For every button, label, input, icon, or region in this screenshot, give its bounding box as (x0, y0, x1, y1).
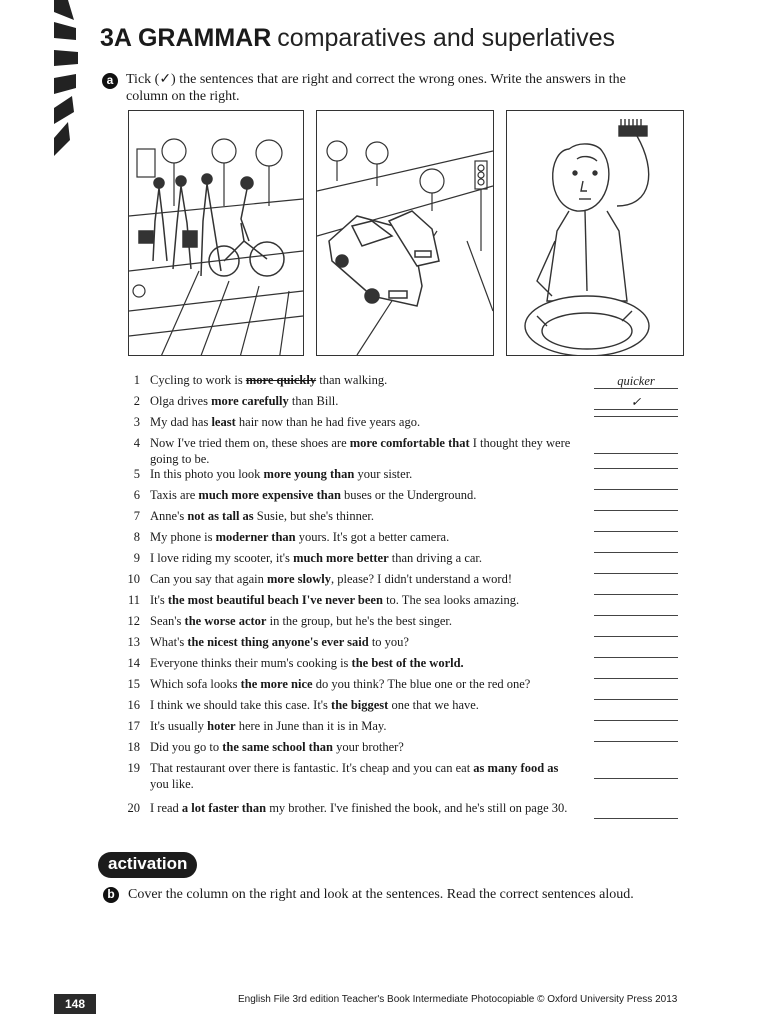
decorative-stripes (50, 0, 82, 170)
exercise-a-instruction: Tick (✓) the sentences that are right and correct the wrong ones. Write the answers in the column on the right. (126, 72, 626, 104)
sentence-row (118, 372, 655, 388)
sentence-fragment: Anne's (150, 509, 188, 523)
highlighted-phrase: the most beautiful beach I've never been (167, 593, 383, 607)
sentence-fragment: one that we have. (388, 698, 479, 712)
sentence-number: 18 (127, 740, 140, 754)
answer-field[interactable] (594, 510, 678, 511)
sentence-text (150, 487, 580, 503)
sentence-fragment: do you think? The blue one or the red one? (312, 677, 531, 691)
highlighted-phrase: the worse actor (184, 614, 267, 628)
sentence-fragment: Olga drives (150, 394, 212, 408)
sentence-fragment: than driving a car. (388, 551, 483, 565)
sentence-row (118, 435, 580, 467)
sentence-number: 3 (133, 415, 140, 429)
answer-field[interactable] (594, 552, 678, 553)
sentence-number: 16 (127, 698, 140, 712)
sentence-fragment: your sister. (354, 467, 413, 481)
sentence-text (150, 634, 580, 650)
sentence-fragment: Taxis are (150, 488, 199, 502)
sentence-fragment: Sean's (150, 614, 185, 628)
sentence-number: 7 (133, 509, 140, 523)
activation-heading: activation (98, 852, 197, 878)
answer-field[interactable] (594, 657, 678, 658)
highlighted-phrase: least (211, 415, 236, 429)
sentence-text (150, 592, 580, 608)
sentence-text (150, 550, 580, 566)
answer-field[interactable] (594, 416, 678, 417)
exercise-a-badge: a (102, 73, 118, 89)
answer-field[interactable] (594, 818, 678, 819)
sentence-fragment: It's usually (150, 719, 208, 733)
sentence-row (118, 550, 580, 566)
sentence-fragment: It's (150, 593, 168, 607)
footer-credit: English File 3rd edition Teacher's Book Intermediate Photocopiable © Oxford University Press 2013 (238, 994, 678, 1005)
sentence-row (118, 697, 580, 713)
page-number: 148 (54, 994, 96, 1014)
sentence-number: 17 (127, 719, 140, 733)
sentence-fragment: Which sofa looks (150, 677, 241, 691)
sentence-fragment: hair now than he had five years ago. (235, 415, 421, 429)
sentence-text (150, 718, 580, 734)
sentence-fragment: than Bill. (288, 394, 339, 408)
sentence-row (118, 676, 580, 692)
sentence-text (150, 529, 580, 545)
highlighted-phrase: more carefully (211, 394, 289, 408)
sentence-text (150, 372, 580, 388)
sentence-text (150, 571, 580, 587)
sentence-row (118, 800, 580, 816)
highlighted-phrase: more quickly (245, 373, 317, 387)
sentence-fragment: than walking. (316, 373, 388, 387)
highlighted-phrase: the same school than (222, 740, 334, 754)
highlighted-phrase: not as tall as (187, 509, 254, 523)
highlighted-phrase: moderner than (215, 530, 296, 544)
sentence-text (150, 760, 580, 792)
highlighted-phrase: the nicest thing anyone's ever said (187, 635, 369, 649)
sentence-row (118, 634, 580, 650)
sentence-text (150, 800, 580, 816)
sentence-fragment: What's (150, 635, 188, 649)
sentence-fragment: to. The sea looks amazing. (382, 593, 520, 607)
highlighted-phrase: more slowly (267, 572, 331, 586)
highlighted-phrase: more comfortable that (349, 436, 470, 450)
answer-field[interactable] (594, 594, 678, 595)
sentence-number: 19 (127, 761, 140, 775)
answer-field[interactable] (594, 489, 678, 490)
answer-field[interactable] (594, 699, 678, 700)
illustration-commuters (128, 110, 304, 356)
sentence-number: 12 (127, 614, 140, 628)
sentence-number: 14 (127, 656, 140, 670)
sentence-number: 1 (133, 373, 140, 387)
section-tag: GRAMMAR (137, 24, 272, 52)
sentence-fragment: In this photo you look (150, 467, 264, 481)
illustration-cars (316, 110, 494, 356)
sentence-fragment: I thought they were going to be. (150, 436, 571, 466)
sentence-number: 5 (133, 467, 140, 481)
sentence-number: 10 (127, 572, 140, 586)
sentence-fragment: to you? (368, 635, 409, 649)
answer-field[interactable]: ✓ (594, 395, 678, 410)
sentence-row (118, 393, 642, 409)
sentence-row (118, 508, 580, 524)
sentence-fragment: Now I've tried them on, these shoes are (150, 436, 350, 450)
hairbrush-icon (619, 119, 647, 136)
highlighted-phrase: the more nice (240, 677, 313, 691)
sentence-fragment: My phone is (150, 530, 216, 544)
answer-field[interactable] (594, 453, 678, 454)
traffic-light-icon (475, 161, 487, 251)
highlighted-phrase: much more expensive than (198, 488, 341, 502)
sentence-text (150, 466, 580, 482)
answer-field[interactable] (594, 573, 678, 574)
sentence-fragment: Did you go to (150, 740, 223, 754)
answer-field[interactable] (594, 636, 678, 637)
answer-field[interactable] (594, 468, 678, 469)
sentence-fragment: Everyone thinks their mum's cooking is (150, 656, 352, 670)
sentence-row (118, 487, 580, 503)
highlighted-phrase: a lot faster than (181, 801, 267, 815)
sentence-row (118, 760, 580, 792)
sentence-fragment: buses or the Underground. (340, 488, 477, 502)
exercise-b-instruction: Cover the column on the right and look at the sentences. Read the correct sentences aloud. (128, 887, 634, 902)
sentence-text (150, 655, 580, 671)
illustration-man-brushing-hair (506, 110, 684, 356)
highlighted-phrase: the best of the world. (351, 656, 464, 670)
unit-code: 3A (100, 24, 132, 52)
sentence-row (118, 529, 580, 545)
answer-field[interactable] (594, 678, 678, 679)
highlighted-phrase: much more better (293, 551, 389, 565)
sentence-fragment: you like. (150, 777, 194, 791)
sentence-row (118, 739, 580, 755)
sentence-fragment: , please? I didn't understand a word! (331, 572, 513, 586)
sentence-fragment: here in June than it is in May. (235, 719, 387, 733)
sentence-fragment: in the group, but he's the best singer. (266, 614, 453, 628)
sentence-row (118, 571, 580, 587)
sentence-fragment: yours. It's got a better camera. (295, 530, 450, 544)
answer-field[interactable]: quicker (594, 374, 678, 389)
sentence-fragment: I love riding my scooter, it's (150, 551, 294, 565)
sentence-row (118, 718, 580, 734)
sentence-text (150, 739, 580, 755)
man-figure (537, 144, 627, 301)
sentence-number: 15 (127, 677, 140, 691)
sentence-number: 4 (133, 436, 140, 450)
answer-field[interactable] (594, 615, 678, 616)
sink-icon (525, 296, 649, 355)
sentence-row (118, 466, 580, 482)
highlighted-phrase: as many food as (473, 761, 559, 775)
exercise-b-badge: b (103, 887, 119, 903)
sentence-fragment: My dad has (150, 415, 212, 429)
sentence-number: 13 (127, 635, 140, 649)
sentence-row (118, 655, 580, 671)
sentence-number: 6 (133, 488, 140, 502)
sentence-fragment: Cycling to work is (150, 373, 246, 387)
highlighted-phrase: more young than (263, 467, 355, 481)
sentence-number: 20 (127, 801, 140, 815)
sentence-row (118, 414, 580, 430)
page-subtitle: comparatives and superlatives (277, 24, 615, 52)
sentence-number: 2 (133, 394, 140, 408)
highlighted-phrase: hoter (207, 719, 236, 733)
sentence-text (150, 414, 580, 430)
answer-field[interactable] (594, 741, 678, 742)
sentence-fragment: your brother? (333, 740, 404, 754)
highlighted-phrase: the biggest (331, 698, 389, 712)
sentence-text (150, 697, 580, 713)
sentence-fragment: my brother. I've finished the book, and he's still on page 30. (266, 801, 568, 815)
answer-field[interactable] (594, 531, 678, 532)
sentence-text (150, 676, 580, 692)
page-title (100, 24, 615, 53)
sentence-number: 9 (133, 551, 140, 565)
sentence-row (118, 592, 580, 608)
answer-field[interactable] (594, 720, 678, 721)
sentence-row (118, 613, 580, 629)
sentence-text (150, 508, 580, 524)
sentence-fragment: I think we should take this case. It's (150, 698, 332, 712)
sentence-text (150, 393, 580, 409)
people-figures (139, 174, 253, 276)
sentence-number: 8 (133, 530, 140, 544)
sentence-fragment: Can you say that again (150, 572, 267, 586)
sentence-text (150, 435, 580, 467)
sentence-fragment: Susie, but she's thinner. (253, 509, 374, 523)
sentence-number: 11 (127, 593, 140, 607)
sentence-text (150, 613, 580, 629)
answer-field[interactable] (594, 778, 678, 779)
sentence-fragment: That restaurant over there is fantastic. It's cheap and you can eat (150, 761, 474, 775)
sentence-fragment: I read (150, 801, 182, 815)
